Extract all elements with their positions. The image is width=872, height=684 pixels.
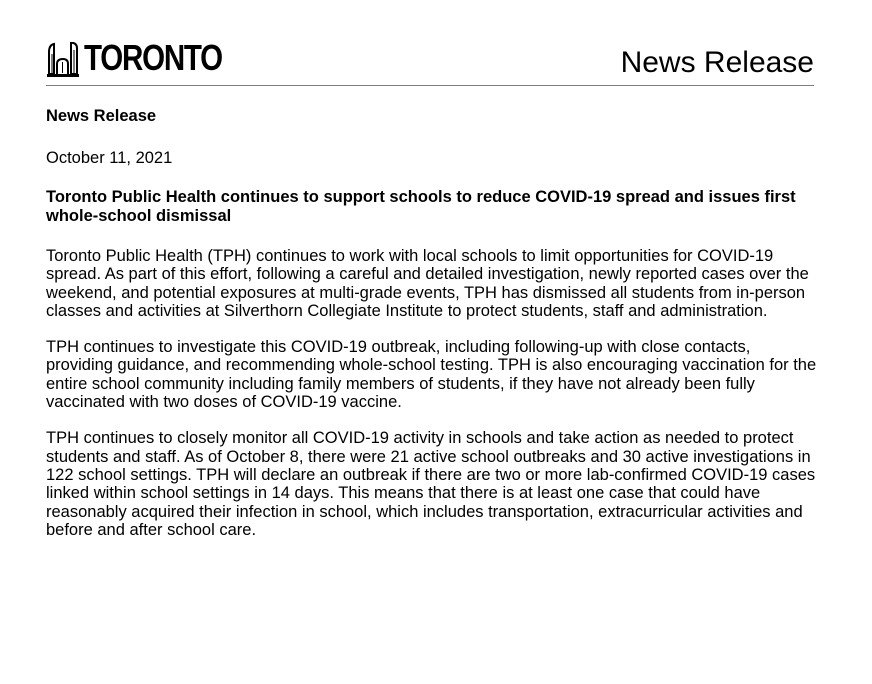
- body-paragraph: TPH continues to closely monitor all COVID-19 activity in schools and take action as needed to protect students and staff. As of October 8, there were 21 active school outbreaks and 30 active investigations in 122 school settings. TPH will declare an outbreak if there are two or more lab-confirmed COVID-19 cases linked within school settings in 14 days. This means that there is at least one case that could have reasonably acquired their infection in school, which includes transportation, extracurricular activities and before and after school care.: [46, 429, 816, 539]
- body-paragraph: Toronto Public Health (TPH) continues to work with local schools to limit opportunities for COVID-19 spread. As part of this effort, following a careful and detailed investigation, newly reported cases over the weekend, and potential exposures at multi-grade events, TPH has dismissed all students from in-person classes and activities at Silverthorn Collegiate Institute to protect students, staff and administration.: [46, 247, 809, 320]
- city-hall-icon: [46, 42, 80, 78]
- release-headline: Toronto Public Health continues to support schools to reduce COVID-19 spread and issues first whole-school dismissal: [46, 188, 796, 225]
- body-paragraph: TPH continues to investigate this COVID-19 outbreak, including following-up with close contacts, providing guidance, and recommending whole-school testing. TPH is also encouraging vaccination for the entire school community including family members of students, if they have not already been fully vaccinated with two doses of COVID-19 vaccine.: [46, 338, 817, 412]
- header-title: News Release: [620, 46, 814, 79]
- logo-wordmark: TORONTO: [84, 37, 222, 78]
- toronto-logo: [46, 34, 252, 78]
- page-header: [46, 28, 814, 86]
- release-date: October 11, 2021: [46, 149, 173, 167]
- release-kicker: News Release: [46, 107, 157, 125]
- release-body: [46, 106, 821, 557]
